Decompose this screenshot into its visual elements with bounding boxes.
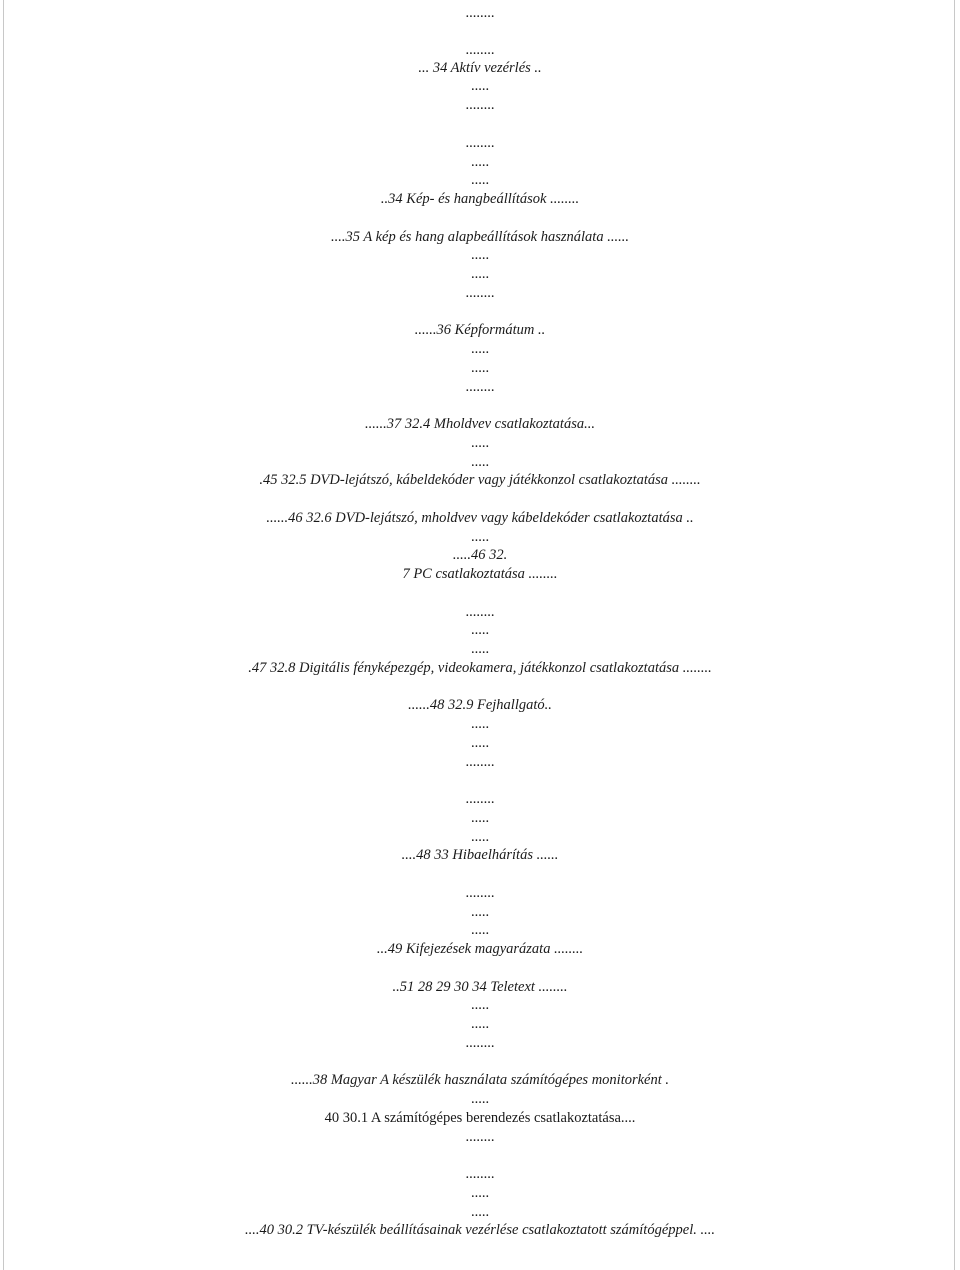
- toc-line: ........: [465, 42, 495, 58]
- toc-line: ........: [465, 885, 495, 901]
- toc-line: .....: [470, 810, 490, 826]
- toc-line: ........: [465, 791, 495, 807]
- toc-line: .....: [470, 904, 490, 920]
- toc-line: .....: [470, 172, 490, 188]
- toc-line: ......37 32.4 Mholdvev csatlakoztatása...: [365, 416, 595, 432]
- toc-line: ........: [465, 604, 495, 620]
- toc-line: ........: [465, 97, 495, 113]
- toc-line: ..34 Kép- és hangbeállítások ........: [380, 191, 580, 207]
- toc-line: ....40 30.2 TV-készülék beállításainak vezérlése csatlakoztatott számítógéppel. ....: [245, 1222, 715, 1238]
- toc-line: ........: [465, 1166, 495, 1182]
- toc-line: ........: [465, 379, 495, 395]
- toc-line: .....: [470, 997, 490, 1013]
- toc-line: ......38 Magyar A készülék használata számítógépes monitorként .: [290, 1072, 670, 1088]
- toc-line: .....: [470, 622, 490, 638]
- toc-line: ... 34 Aktív vezérlés ..: [418, 60, 542, 76]
- toc-line: .....: [470, 641, 490, 657]
- toc-line: ..51 28 29 30 34 Teletext ........: [392, 979, 568, 995]
- toc-line: ...49 Kifejezések magyarázata ........: [376, 941, 584, 957]
- toc-line: ....35 A kép és hang alapbeállítások használata ......: [331, 229, 629, 245]
- toc-line: .....: [470, 154, 490, 170]
- toc-line: .....: [470, 266, 490, 282]
- toc-line: .....: [470, 922, 490, 938]
- toc-line: ........: [465, 1035, 495, 1051]
- toc-line: .45 32.5 DVD-lejátszó, kábeldekóder vagy játékkonzol csatlakoztatása ........: [259, 472, 701, 488]
- toc-line: ........: [465, 754, 495, 770]
- toc-line: 40 30.1 A számítógépes berendezés csatlakoztatása....: [324, 1110, 636, 1126]
- toc-line: .....: [470, 735, 490, 751]
- toc-line: .....: [470, 341, 490, 357]
- toc-line: .....: [470, 716, 490, 732]
- toc-line: .....: [470, 1016, 490, 1032]
- toc-line: .....: [470, 78, 490, 94]
- toc-line: ......48 32.9 Fejhallgató..: [408, 697, 552, 713]
- toc-line: ........: [465, 285, 495, 301]
- toc-line: .....: [470, 435, 490, 451]
- toc-line: .....: [470, 360, 490, 376]
- toc-line: .....: [470, 1185, 490, 1201]
- toc-line: 7 PC csatlakoztatása ........: [402, 566, 558, 582]
- toc-line: .....: [470, 247, 490, 263]
- toc-line: ........: [465, 135, 495, 151]
- toc-line: .....: [470, 1204, 490, 1220]
- toc-line: .....: [470, 454, 490, 470]
- toc-line: .....: [470, 829, 490, 845]
- toc-line: .....: [470, 529, 490, 545]
- toc-line: .....: [470, 1091, 490, 1107]
- toc-line: ........: [465, 1129, 495, 1145]
- toc-line: ......36 Képformátum ..: [414, 322, 546, 338]
- toc-line: ......46 32.6 DVD-lejátszó, mholdvev vagy kábeldekóder csatlakoztatása ..: [266, 510, 694, 526]
- toc-line: ....48 33 Hibaelhárítás ......: [401, 847, 559, 863]
- toc-line: ........: [465, 5, 495, 21]
- toc-line: .....46 32.: [452, 547, 508, 563]
- toc-line: .47 32.8 Digitális fényképezgép, videokamera, játékkonzol csatlakoztatása ........: [248, 660, 712, 676]
